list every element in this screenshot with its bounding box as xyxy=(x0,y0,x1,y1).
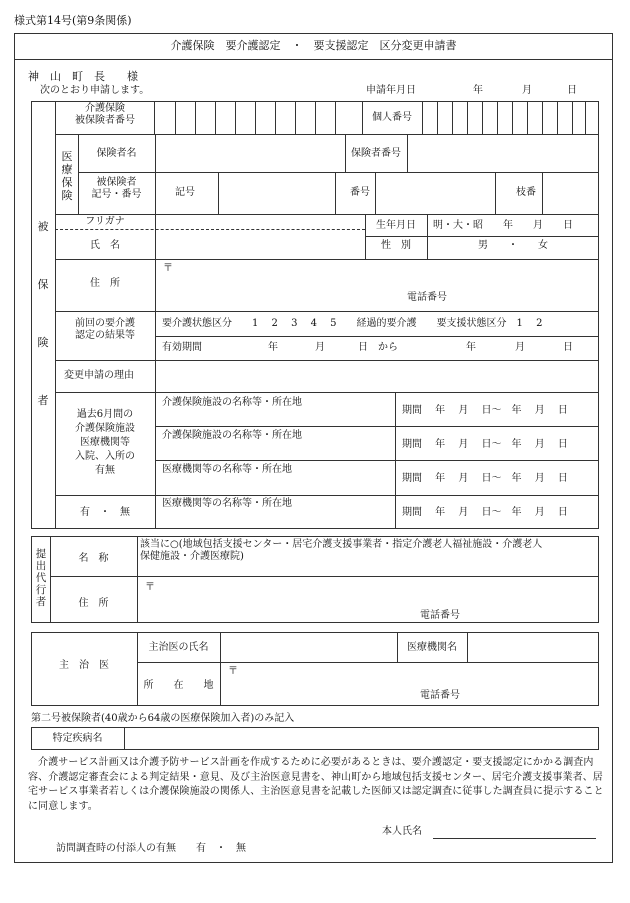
medical-insurance-label: 医療保険 xyxy=(61,150,73,202)
agent-address-label: 住 所 xyxy=(78,598,109,609)
facility-row: 介護保険施設の名称等・所在地 xyxy=(162,430,302,441)
postal-mark: 〒 xyxy=(228,666,238,677)
form-number: 様式第14号(第9条関係) xyxy=(14,14,132,27)
phone-label: 電話番号 xyxy=(407,292,447,303)
postal-mark: 〒 xyxy=(163,263,173,274)
name-label: 氏 名 xyxy=(90,240,120,251)
previous-result-label: 前回の要介護 認定の結果等 xyxy=(75,318,135,341)
consent-text: 介護サービス計画又は介護予防サービス計画を作成するために必要があるときは、要介護認定・要支援認定にかかる調査内容、介護認定審査会による判定結果・意見、及び主治医意見書を、神山町から地域包括支援センター、居宅介護支援事業者、居宅サービス事業者若しくは介護保険施設の関係人、主治医意見書を記載した医師又は認定調査に従事した調査員に提示することに同意します。 xyxy=(28,757,604,812)
attendant-label: 訪問調査時の付添人の有無 有 ・ 無 xyxy=(56,843,246,854)
postal-mark: 〒 xyxy=(145,582,155,593)
birthdate-label: 生年月日 xyxy=(376,220,416,231)
facility-row: 医療機関等の名称等・所在地 xyxy=(162,464,292,475)
symbol-label: 記号 xyxy=(175,187,195,198)
facility-period: 期間 年 月 日〜 年 月 日 xyxy=(402,405,568,416)
address-label: 住 所 xyxy=(90,278,120,289)
signature-label: 本人氏名 xyxy=(382,826,422,837)
insured-number-label: 介護保険 被保険者番号 xyxy=(75,103,135,126)
application-date-label: 申請年月日 xyxy=(366,85,416,96)
instruction: 次のとおり申請します。 xyxy=(40,85,150,96)
agent-name-label: 名 称 xyxy=(78,553,109,564)
phone-label: 電話番号 xyxy=(420,690,460,701)
facility-period: 期間 年 月 日〜 年 月 日 xyxy=(402,473,568,484)
past-facility-label: 過去6月間の 介護保険施設 医療機関等 入院、入所の 有無 xyxy=(75,409,135,476)
presence-label: 有 ・ 無 xyxy=(80,507,130,518)
branch-label: 枝番 xyxy=(516,187,536,198)
doctor-label: 主 治 医 xyxy=(59,660,109,671)
birthdate-value: 明・大・昭 年 月 日 xyxy=(433,220,573,231)
furigana-label: フリガナ xyxy=(85,216,125,227)
gender-value: 男 ・ 女 xyxy=(478,240,548,251)
addressee: 神 山 町 長 様 xyxy=(28,70,138,83)
secondary-note: 第二号被保険者(40歳から64歳の医療保険加入者)のみ記入 xyxy=(31,713,295,724)
doctor-name-label: 主治医の氏名 xyxy=(148,642,209,653)
care-level-line: 要介護状態区分 1 2 3 4 5 経過的要介護 要支援状態区分 1 2 xyxy=(162,318,543,329)
change-reason-label: 変更申請の理由 xyxy=(64,370,134,381)
validity-label: 有効期間 xyxy=(162,342,202,353)
facility-period: 期間 年 月 日〜 年 月 日 xyxy=(402,507,568,518)
phone-label: 電話番号 xyxy=(420,610,460,621)
location-label: 所 在 地 xyxy=(143,680,214,691)
facility-row: 介護保険施設の名称等・所在地 xyxy=(162,397,302,408)
agent-name-note: 該当に○(地域包括支援センター・居宅介護支援事業者・指定介護老人福祉施設・介護老人 保健施設・介護医療院) xyxy=(140,539,543,562)
facility-row: 医療機関等の名称等・所在地 xyxy=(162,498,292,509)
gender-label: 性 別 xyxy=(381,240,411,251)
form-title: 介護保険 要介護認定 ・ 要支援認定 区分変更申請書 xyxy=(170,39,457,52)
insurer-name-label: 保険者名 xyxy=(96,148,137,159)
institution-label: 医療機関名 xyxy=(407,642,457,653)
disease-label: 特定疾病名 xyxy=(52,733,103,744)
agent-side-label: 提 出 代 行 者 xyxy=(35,548,47,608)
insured-symbol-label: 被保険者 記号・番号 xyxy=(91,177,142,200)
number-label: 番号 xyxy=(350,187,370,198)
personal-number-label: 個人番号 xyxy=(372,112,412,123)
insured-side-label: 被 保 険 者 xyxy=(37,220,49,407)
facility-period: 期間 年 月 日〜 年 月 日 xyxy=(402,439,568,450)
insurer-number-label: 保険者番号 xyxy=(351,148,401,159)
signature-line[interactable] xyxy=(433,838,596,839)
